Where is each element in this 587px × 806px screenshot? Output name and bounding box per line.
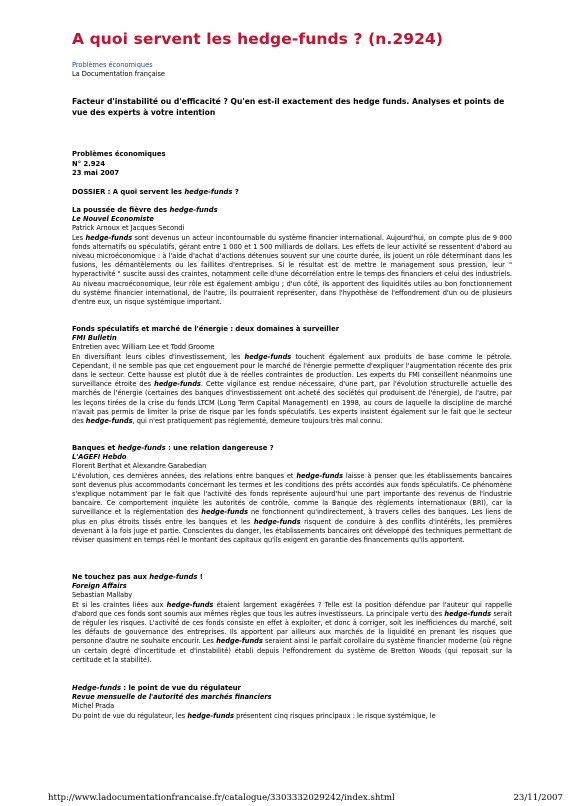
dossier-heading: DOSSIER : A quoi servent les hedge-funds ? <box>72 188 239 196</box>
section-2 <box>72 325 512 426</box>
issue-date: 23 mai 2007 <box>72 169 120 178</box>
lead-paragraph: Facteur d'instabilité ou d'efficacité ? Qu'en est-il exactement des hedge funds. Analyses et points de vue des experts à votre intention <box>72 97 505 117</box>
section-authors: Florent Berthat et Alexandre Garabedian <box>72 462 207 471</box>
section-body: En diversifiant leurs cibles d'investissement, les hedge-funds touchent également aux produits de base comme le pétrole. Cependant, il ne semble pas que cet engouement pour le marché de l'énergie permette d'expliquer l'augmentation récente des prix dans le secteur. Cette hausse est plutôt due à de réelles contraintes de production. Les experts du FMI conseillent néanmoins une surveillance étroite des hedge-funds. Cette vigilance est rendue nécessaire, d'une part, par l'évolution structurelle actuelle des marchés de l'énergie (certaines des banques d'investissement ont acheté des sociétés qui produisent de l'énergie), de l'autre, par les leçons tirées de la crise du fonds LTCM (Long Term Capital Management) en 1998, au cours de laquelle la discipline de marché n'avait pas permis de limiter la prise de risque par les fonds spéculatifs. Les experts insistent également sur le fait que le secteur des hedge-funds, qui n'est pratiquement pas réglementé, demeure toujours très mal connu. <box>72 352 512 426</box>
section-source: FMI Bulletin <box>72 334 117 343</box>
publisher: La Documentation française <box>72 70 165 78</box>
section-title: Fonds spéculatifs et marché de l'énergie : deux domaines à surveiller <box>72 325 340 333</box>
section-title: Ne touchez pas aux hedge-funds ! <box>72 573 203 581</box>
section-title: La poussée de fièvre des hedge-funds <box>72 206 218 214</box>
section-5 <box>72 684 512 721</box>
section-title: Hedge-funds : le point de vue du régulateur <box>72 684 241 692</box>
issue-meta <box>72 150 166 179</box>
section-source: Le Nouvel Economiste <box>72 215 154 224</box>
section-4 <box>72 573 512 665</box>
section-body: Et si les craintes liées aux hedge-funds étaient largement exagérées ? Telle est la position défendue par l'auteur qui rappelle d'abord que ces fonds sont soumis aux mêmes règles que tous les autres investisseurs. La principale vertu des hedge-funds serait de réguler les risques. L'activité de ces fonds consiste en effet à exploiter, et donc à corriger, soit les inefficiences du marché, soit les défauts de gouvernance des entreprises. Ils apportent par ailleurs aux marchés de la liquidité en prenant les risques que personne d'autre ne souhaite encourir. Les hedge-funds seraient ainsi le parfait corollaire du système financier moderne (où règne un certain degré d'incertitude et d'instabilité) établi depuis l'effondrement du système de Bretton Woods (qui reposait sur la certitude et la stabilité). <box>72 600 513 664</box>
footer-url[interactable]: http://www.ladocumentationfrancaise.fr/catalogue/3303332029242/index.shtml <box>48 793 395 803</box>
section-authors: Patrick Arnoux et Jacques Secondi <box>72 224 185 233</box>
collection-link[interactable]: Problèmes économiques <box>72 61 153 69</box>
section-source: Foreign Affairs <box>72 582 127 591</box>
section-body: L'évolution, ces dernières années, des relations entre banques et hedge-funds laisse à penser que les établissements bancaires sont devenus plus accommodants concernant les termes et les conditions des prêts accordés aux fonds spéculatifs. Ce phénomène s'explique notamment par le fait que l'activité des fonds représente aujourd'hui une part importante des revenus de l'industrie bancaire. Ce comportement inquiète les autorités de contrôle, comme la Banque des règlements internationaux (BRI), car la surveillance et la réglementation des hedge-funds ne fonctionnent qu'indirectement, à travers celles des banques. Les liens de plus en plus étroits tissés entre les banques et les hedge-funds risquent de conduire à des conflits d'intérêts, les premières devenant à la fois juge et partie. Conscientes du danger, les établissements bancaires ont développé des techniques permettant de réviser quasiment en temps réel le montant des capitaux qu'ils exigent en garantie des financements qu'ils apportent. <box>72 471 513 545</box>
journal-name: Problèmes économiques <box>72 150 166 158</box>
section-body: Les hedge-funds sont devenus un acteur incontournable du système financier international. Aujourd'hui, on compte plus de 9 000 fonds alternatifs ou spéculatifs, gérant entre 1 000 et 1 500 milliards de dollars. Les effets de leur activité se ressentent d'abord au niveau microéconomique : à l'aide d'achat d'actions détenues souvent sur une courte durée, ils jouent un rôle déterminant dans les fusions, les démantèlements ou les faillites d'entreprises. Si le résultat est de mettre le management sous pression, leur " hyperactivité " suscite aussi des craintes, notamment celle d'une décorrélation entre le temps des financiers et celui des industriels. Au niveau macroéconomique, leur rôle est également ambigu ; d'un côté, ils apportent des liquidités utiles au bon fonctionnement du système financier international, de l'autre, ils pourraient représenter, dans l'hypothèse de l'effondrement d'un ou de plusieurs d'entre eux, un risque systémique important. <box>72 233 512 307</box>
section-authors: Entretien avec William Lee et Todd Groome <box>72 343 215 352</box>
section-body: Du point de vue du régulateur, les hedge-funds présentent cinq risques principaux : le risque systémique, le <box>72 711 436 720</box>
section-authors: Sebastian Mallaby <box>72 591 133 600</box>
page-title: A quoi servent les hedge-funds ? (n.2924) <box>72 30 444 48</box>
section-1 <box>72 206 512 307</box>
section-source: L'AGEFI Hebdo <box>72 453 127 462</box>
footer-date: 23/11/2007 <box>513 793 563 803</box>
section-source: Revue mensuelle de l'autorité des marchés financiers <box>72 693 272 702</box>
issue-number: N° 2.924 <box>72 159 105 168</box>
section-authors: Michel Prada <box>72 702 115 711</box>
section-3 <box>72 444 512 545</box>
section-title: Banques et hedge-funds : une relation dangereuse ? <box>72 444 274 452</box>
